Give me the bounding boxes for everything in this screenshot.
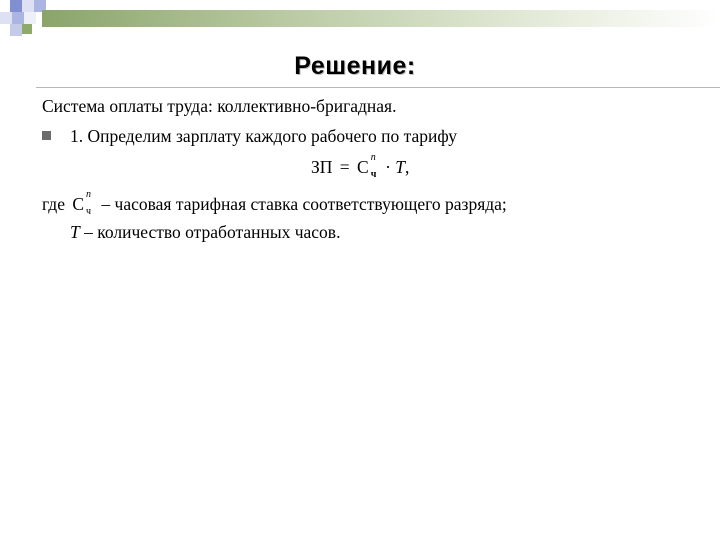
rate-symbol: С [72,194,85,214]
deco-square [10,0,22,12]
slide-title: Решение: [294,52,416,80]
formula-multiply: · [385,157,391,177]
hours-description: – количество отработанных часов. [84,222,341,242]
deco-square [12,12,24,24]
bullet-square-icon [42,131,51,140]
rate-sup: n [86,189,92,200]
title-divider [36,87,720,88]
formula-comma: , [405,157,410,177]
rate-sub: ч [86,206,92,217]
deco-square [0,12,12,24]
where-prefix: где [42,194,65,214]
formula-rate-scripts [369,152,381,180]
header-gradient-bar [42,10,720,27]
deco-square [22,24,32,34]
formula-lhs: ЗП [311,157,333,177]
hours-definition [70,222,340,243]
rate-definition [42,189,507,217]
formula-rate-symbol: С [357,157,369,177]
hours-var: T [70,222,80,242]
rate-scripts [84,189,97,217]
rate-description: – часовая тарифная ставка соответствующего разряда; [101,194,507,214]
deco-square [10,24,22,36]
formula-rate-sub: ч [370,169,377,180]
salary-formula [311,152,410,180]
bullet-item-1: 1. Определим зарплату каждого рабочего по тарифу [70,126,458,146]
intro-line: Система оплаты труда: коллективно-бригадная. [42,96,397,116]
formula-equals: = [339,157,350,177]
deco-square [22,0,34,12]
formula-hours-var: T [395,157,406,177]
formula-rate-sup: n [370,152,376,163]
deco-square [24,12,36,24]
